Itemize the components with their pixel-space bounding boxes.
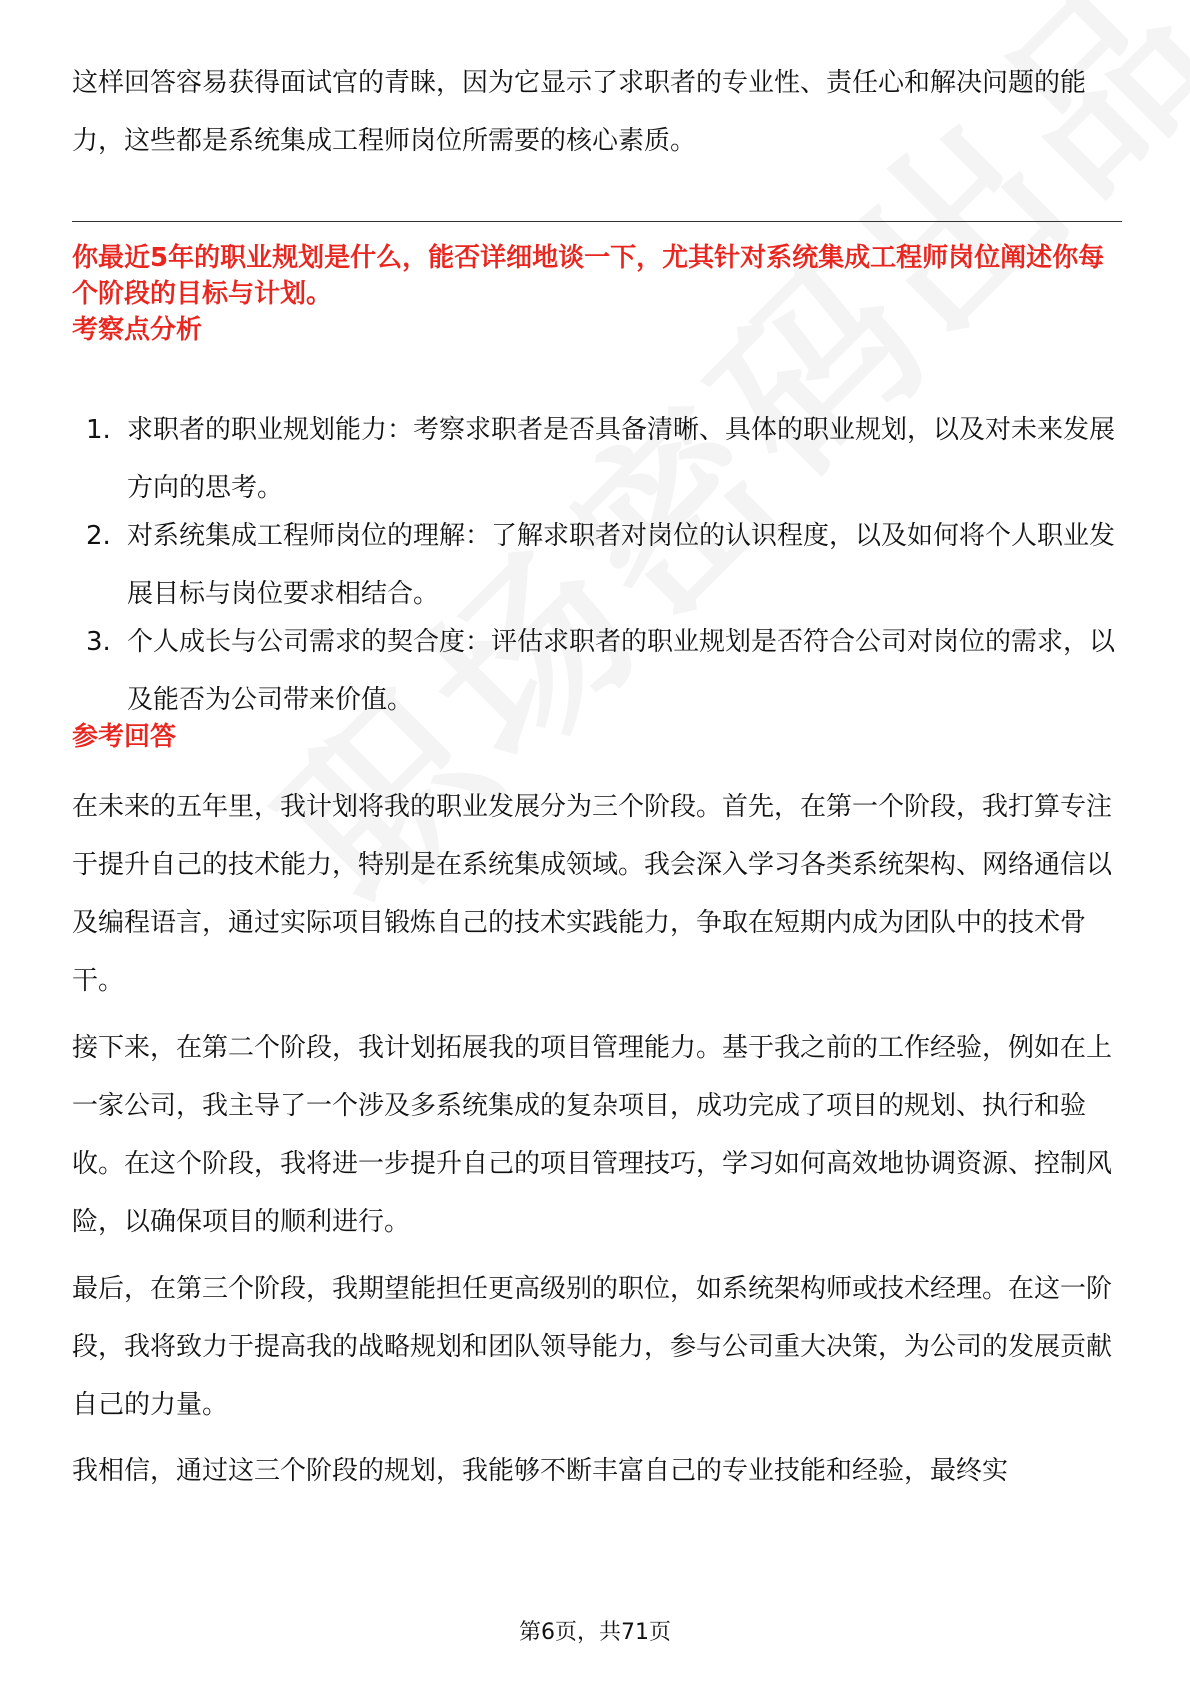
answer-heading: 参考回答 — [72, 722, 177, 752]
divider — [72, 221, 1122, 222]
answer-paragraph-4: 我相信，通过这三个阶段的规划，我能够不断丰富自己的专业技能和经验，最终实 — [72, 1456, 1009, 1486]
answer-paragraph-3: 最后，在第三个阶段，我期望能担任更高级别的职位，如系统架构师或技术经理。在这一阶段，我将致力于提高我的战略规划和团队领导能力，参与公司重大决策，为公司的发展贡献自己的力量。 — [72, 1274, 1113, 1420]
answer-paragraph-2: 接下来，在第二个阶段，我计划拓展我的项目管理能力。基于我之前的工作经验，例如在上一家公司，我主导了一个涉及多系统集成的复杂项目，成功完成了项目的规划、执行和验收。在这个阶段，我将进一步提升自己的项目管理技巧，学习如何高效地协调资源、控制风险，以确保项目的顺利进行。 — [72, 1033, 1113, 1237]
question-title: 你最近5年的职业规划是什么，能否详细地谈一下，尤其针对系统集成工程师岗位阐述你每个阶段的目标与计划。 — [72, 243, 1105, 309]
answer-paragraph-1: 在未来的五年里，我计划将我的职业发展分为三个阶段。首先，在第一个阶段，我打算专注于提升自己的技术能力，特别是在系统集成领域。我会深入学习各类系统架构、网络通信以及编程语言，通过实际项目锻炼自己的技术实践能力，争取在短期内成为团队中的技术骨干。 — [72, 792, 1113, 996]
page-footer: 第6页，共71页 — [519, 1620, 671, 1645]
intro-paragraph: 这样回答容易获得面试官的青睐，因为它显示了求职者的专业性、责任心和解决问题的能力，这些都是系统集成工程师岗位所需要的核心素质。 — [72, 68, 1087, 156]
list-item — [72, 613, 1122, 729]
list-item-text: 求职者的职业规划能力：考察求职者是否具备清晰、具体的职业规划，以及对未来发展方向的思考。 — [127, 415, 1116, 503]
list-item-number: 2. — [86, 521, 111, 551]
list-item-text: 对系统集成工程师岗位的理解：了解求职者对岗位的认识程度，以及如何将个人职业发展目标与岗位要求相结合。 — [127, 521, 1116, 609]
list-item — [72, 401, 1122, 517]
list-item — [72, 507, 1122, 623]
list-item-text: 个人成长与公司需求的契合度：评估求职者的职业规划是否符合公司对岗位的需求，以及能否为公司带来价值。 — [127, 627, 1116, 715]
list-item-number: 3. — [86, 627, 111, 657]
list-item-number: 1. — [86, 415, 111, 445]
analysis-list — [72, 401, 1122, 729]
analysis-heading: 考察点分析 — [72, 315, 203, 345]
